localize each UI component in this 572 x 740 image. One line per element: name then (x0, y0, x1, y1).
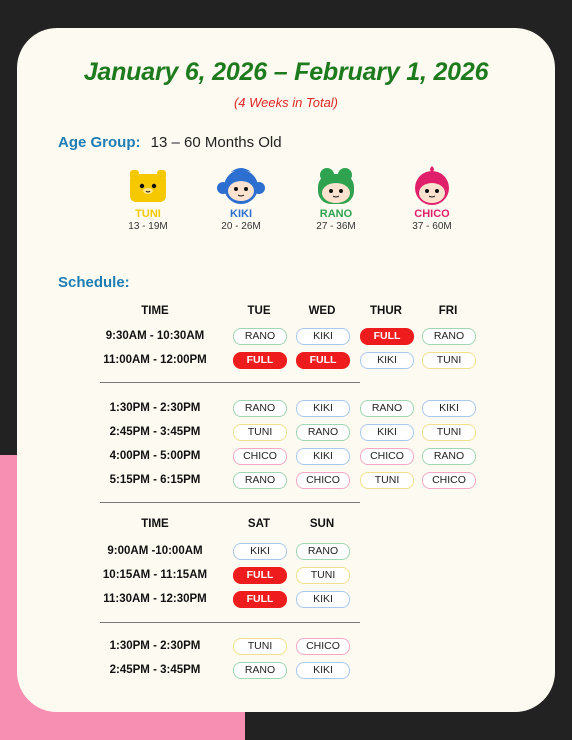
slot-pill: TUNI (296, 567, 350, 584)
character-tuni (103, 166, 193, 232)
character-name: RANO (319, 208, 353, 220)
schedule-label: Schedule: (58, 274, 130, 291)
slot-pill: KIKI (422, 400, 476, 417)
slot-pill: TUNI (360, 472, 414, 489)
slot-pill-full: FULL (233, 352, 287, 369)
section-divider (100, 622, 360, 623)
slot-pill: RANO (296, 424, 350, 441)
slot-pill: RANO (233, 328, 287, 345)
slot-pill: TUNI (422, 424, 476, 441)
time-cell: 9:30AM - 10:30AM (105, 330, 205, 342)
character-name: KIKI (230, 208, 252, 220)
section-divider (100, 502, 360, 503)
slot-pill: KIKI (296, 662, 350, 679)
character-row (108, 166, 488, 246)
column-header-time: TIME (141, 305, 169, 317)
slot-pill: KIKI (360, 352, 414, 369)
slot-pill: KIKI (233, 543, 287, 560)
slot-pill: RANO (296, 543, 350, 560)
yellow-bear-icon (124, 166, 172, 206)
slot-pill: TUNI (233, 424, 287, 441)
schedule-card (17, 28, 555, 712)
slot-pill: CHICO (296, 638, 350, 655)
blue-monkey-icon (217, 166, 265, 206)
slot-pill: CHICO (422, 472, 476, 489)
slot-pill: RANO (422, 448, 476, 465)
slot-pill: TUNI (233, 638, 287, 655)
time-cell: 1:30PM - 2:30PM (109, 640, 201, 652)
character-range: 27 - 36M (316, 221, 356, 232)
slot-pill: RANO (233, 662, 287, 679)
column-header-sat: SAT (247, 518, 271, 530)
slot-pill: RANO (233, 400, 287, 417)
time-cell: 4:00PM - 5:00PM (109, 450, 201, 462)
time-cell: 11:00AM - 12:00PM (103, 354, 207, 366)
green-frog-icon (312, 166, 360, 206)
time-cell: 9:00AM -10:00AM (107, 545, 203, 557)
page-title: January 6, 2026 – February 1, 2026 (83, 58, 489, 86)
time-cell: 2:45PM - 3:45PM (109, 426, 201, 438)
column-header-fri: FRI (438, 305, 458, 317)
time-cell: 11:30AM - 12:30PM (103, 593, 207, 605)
time-cell: 2:45PM - 3:45PM (109, 664, 201, 676)
column-header-thur: THUR (370, 305, 402, 317)
slot-pill-full: FULL (233, 591, 287, 608)
page-subtitle: (4 Weeks in Total) (233, 95, 339, 110)
column-header-time: TIME (141, 518, 169, 530)
slot-pill: CHICO (233, 448, 287, 465)
section-divider (100, 382, 360, 383)
slot-pill: KIKI (296, 448, 350, 465)
slot-pill: KIKI (296, 591, 350, 608)
column-header-sun: SUN (309, 518, 335, 530)
age-group-label: Age Group: (58, 134, 141, 151)
time-cell: 10:15AM - 11:15AM (102, 569, 208, 581)
slot-pill-full: FULL (296, 352, 350, 369)
slot-pill: RANO (233, 472, 287, 489)
slot-pill: KIKI (296, 328, 350, 345)
slot-pill-full: FULL (233, 567, 287, 584)
slot-pill-full: FULL (360, 328, 414, 345)
pink-bird-icon (408, 166, 456, 206)
age-group (58, 134, 282, 151)
time-cell: 1:30PM - 2:30PM (109, 402, 201, 414)
column-header-tue: TUE (247, 305, 271, 317)
slot-pill: RANO (422, 328, 476, 345)
character-rano (291, 166, 381, 232)
slot-pill: KIKI (296, 400, 350, 417)
slot-pill: CHICO (360, 448, 414, 465)
character-range: 20 - 26M (221, 221, 261, 232)
character-kiki (196, 166, 286, 232)
character-name: CHICO (414, 208, 450, 220)
slot-pill: CHICO (296, 472, 350, 489)
character-range: 13 - 19M (128, 221, 168, 232)
age-group-value: 13 – 60 Months Old (150, 134, 282, 151)
character-name: TUNI (135, 208, 161, 220)
column-header-wed: WED (308, 305, 336, 317)
slot-pill: KIKI (360, 424, 414, 441)
character-chico (387, 166, 477, 232)
slot-pill: RANO (360, 400, 414, 417)
slot-pill: TUNI (422, 352, 476, 369)
character-range: 37 - 60M (412, 221, 452, 232)
time-cell: 5:15PM - 6:15PM (109, 474, 201, 486)
